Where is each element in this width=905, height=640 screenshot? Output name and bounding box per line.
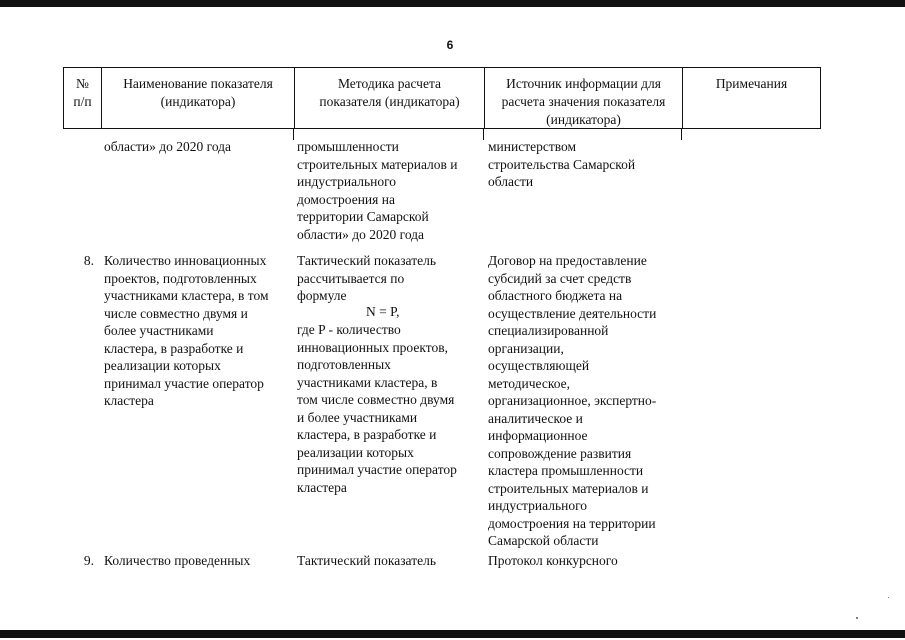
page-number: 6 xyxy=(446,38,454,52)
row-continuation-name: области» до 2020 года xyxy=(104,139,232,154)
scan-speck xyxy=(888,597,889,598)
row-continuation-source: министерством строительства Самарской области xyxy=(488,139,636,189)
bottom-border-bar xyxy=(0,630,905,638)
scan-speck xyxy=(856,617,858,619)
row-8-method-detail: где P - количество инновационных проектов, подготовленных участниками кластера, в том числе совместно двумя и более участниками кластера, в разработке и реализации которых принимал участие оператор кластера xyxy=(297,322,457,495)
table-header xyxy=(63,67,821,129)
header-col-source: Источник информации для расчета значения показателя (индикатора) xyxy=(484,68,682,128)
column-divider-2 xyxy=(483,128,484,140)
row-9-method: Тактический показатель xyxy=(297,553,436,568)
row-continuation-method: промышленности строительных материалов и индустриального домостроения на территории Самарской области» до 2020 года xyxy=(297,139,458,242)
row-9-number: 9. xyxy=(83,553,94,568)
row-8-number: 8. xyxy=(83,253,94,268)
row-8-source: Договор на предоставление субсидий за счет средств областного бюджета на осуществление деятельности специализированной организации, осуществляющей методическое, организационное, экспертно- аналитическое и информационное сопровождение развития кластера промышленности строительных материалов и индустриального домостроения на территории Самарской области xyxy=(488,253,657,548)
row-8-name: Количество инновационных проектов, подготовленных участниками кластера, в том числе совместно двумя и более участниками кластера, в разработке и реализации которых принимал участие оператор кластера xyxy=(104,253,269,408)
row-8-method-intro: Тактический показатель рассчитывается по формуле xyxy=(297,253,436,303)
top-border-bar xyxy=(0,0,905,7)
row-9-name: Количество проведенных xyxy=(104,553,251,568)
header-col-number: № п/п xyxy=(73,76,92,109)
header-col-name: Наименование показателя (индикатора) xyxy=(101,68,294,128)
column-divider-3 xyxy=(681,128,682,140)
row-8-formula: N = P, xyxy=(366,304,400,319)
header-col-notes: Примечания xyxy=(682,68,820,128)
header-col-method: Методика расчета показателя (индикатора) xyxy=(294,68,484,128)
row-9-source: Протокол конкурсного xyxy=(488,553,618,568)
column-divider-1 xyxy=(293,128,294,140)
